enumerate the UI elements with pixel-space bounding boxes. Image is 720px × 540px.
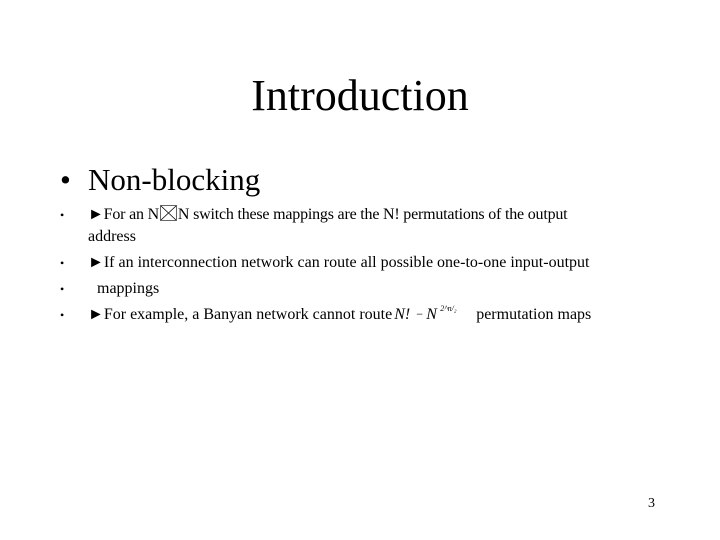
sub-bullet-3-post: permutation maps <box>476 306 592 323</box>
formula-base: N! <box>394 306 411 323</box>
formula <box>392 305 464 325</box>
formula-base2: N <box>426 306 437 323</box>
sub-bullet-1-post: N switch these mappings are the N! permutations of the output <box>177 206 568 223</box>
times-symbol-icon <box>160 205 177 221</box>
sub-bullet-1-pre: ►For an N <box>88 206 159 223</box>
main-bullet-text: Non-blocking <box>88 162 261 197</box>
bullet-marker: • <box>60 208 65 222</box>
formula-minus: − <box>416 307 423 321</box>
sub-bullet-1-continuation-text: address <box>88 228 136 245</box>
bullet-marker: • <box>60 308 65 322</box>
formula-exponent: 2^n/₂ <box>440 304 457 313</box>
sub-bullet-2-text: ►If an interconnection network can route all possible one-to-one input-output <box>88 254 590 271</box>
sub-bullet-1-text <box>88 205 567 225</box>
bullet-marker: • <box>60 162 71 197</box>
sub-bullet-2-continuation-text: mappings <box>97 280 160 297</box>
sub-bullet-3-text <box>88 305 591 325</box>
page-number: 3 <box>648 496 655 511</box>
bullet-marker: • <box>60 256 65 270</box>
bullet-marker: • <box>60 282 65 296</box>
sub-bullet-3-pre: ►For example, a Banyan network cannot route <box>88 306 393 323</box>
slide-title: Introduction <box>251 71 469 120</box>
